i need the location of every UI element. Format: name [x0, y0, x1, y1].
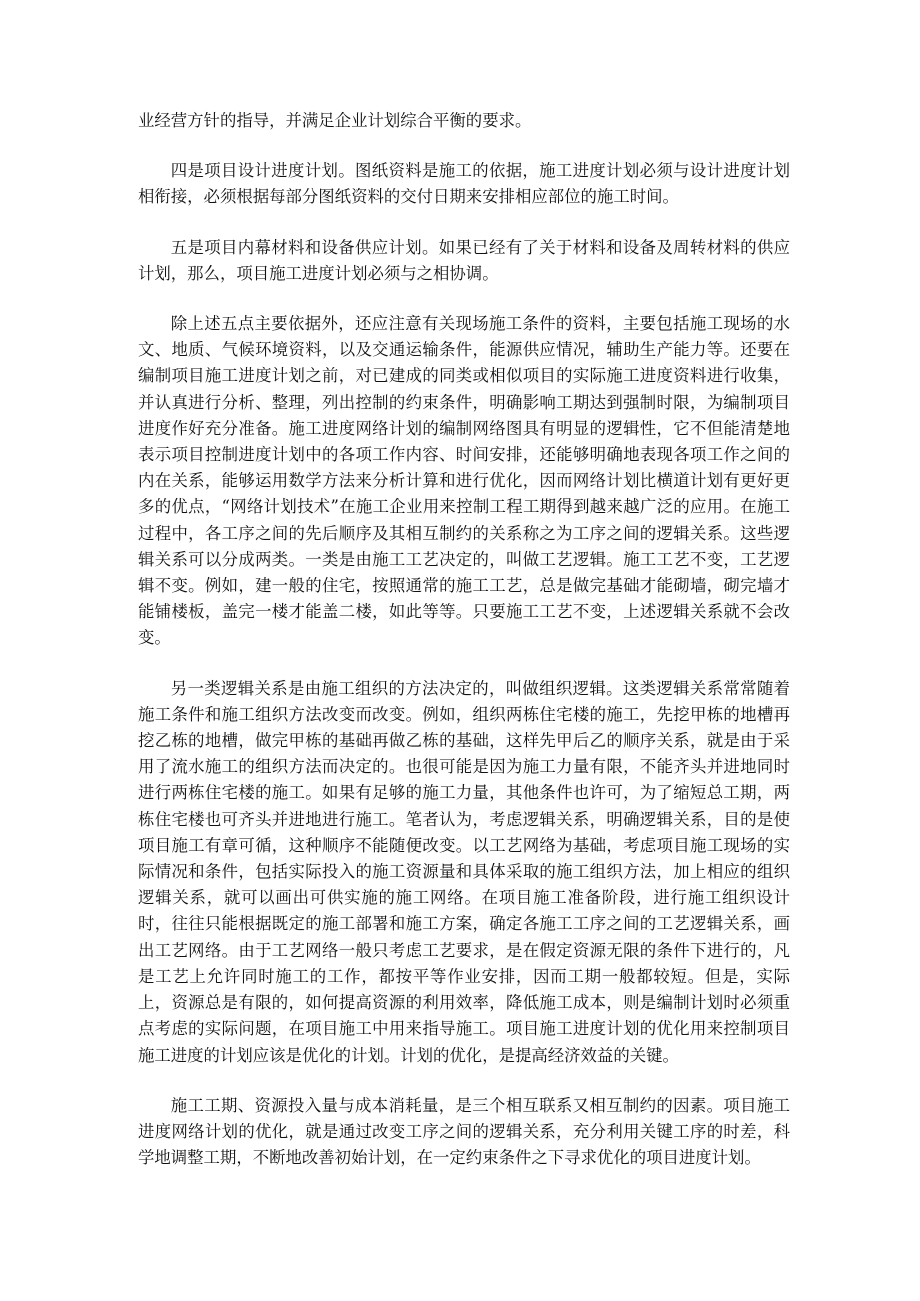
- paragraph-3: 五是项目内幕材料和设备供应计划。如果已经有了关于材料和设备及周转材料的供应计划，那么，项目施工进度计划必须与之相协调。: [138, 237, 790, 283]
- paragraph-6: 施工工期、资源投入量与成本消耗量，是三个相互联系又相互制约的因素。项目施工进度网络计划的优化，就是通过改变工序之间的逻辑关系，充分利用关键工序的时差，科学地调整工期，不断地改善初始计划，在一定约束条件之下寻求优化的项目进度计划。: [138, 1095, 790, 1168]
- paragraph-4: 除上述五点主要依据外，还应注意有关现场施工条件的资料，主要包括施工现场的水文、地质、气候环境资料，以及交通运输条件，能源供应情况，辅助生产能力等。还要在编制项目施工进度计划之前，对已建成的同类或相似项目的实际施工进度资料进行收集，并认真进行分析、整理，列出控制的约束条件，明确影响工期达到强制时限，为编制项目进度作好充分准备。施工进度网络计划的编制网络图具有明显的逻辑性，它不但能清楚地表示项目控制进度计划中的各项工作内容、时间安排，还能够明确地表现各项工作之间的内在关系，能够运用数学方法来分析计算和进行优化，因而网络计划比横道计划有更好更多的优点，“网络计划技术”在施工企业用来控制工程工期得到越来越广泛的应用。在施工过程中，各工序之间的先后顺序及其相互制约的关系称之为工序之间的逻辑关系。这些逻辑关系可以分成两类。一类是由施工工艺决定的，叫做工艺逻辑。施工工艺不变，工艺逻辑不变。例如，建一般的住宅，按照通常的施工工艺，总是做完基础才能砌墙，砌完墙才能铺楼板，盖完一楼才能盖二楼，如此等等。只要施工工艺不变，上述逻辑关系就不会改变。: [138, 314, 790, 648]
- paragraph-2: 四是项目设计进度计划。图纸资料是施工的依据，施工进度计划必须与设计进度计划相衔接，必须根据每部分图纸资料的交付日期来安排相应部位的施工时间。: [138, 161, 790, 207]
- paragraph-5: 另一类逻辑关系是由施工组织的方法决定的，叫做组织逻辑。这类逻辑关系常常随着施工条件和施工组织方法改变而改变。例如，组织两栋住宅楼的施工，先挖甲栋的地槽再挖乙栋的地槽，做完甲栋的基础再做乙栋的基础，这样先甲后乙的顺序关系，就是由于采用了流水施工的组织方法而决定的。也很可能是因为施工力量有限，不能齐头并进地同时进行两栋住宅楼的施工。如果有足够的施工力量，其他条件也许可，为了缩短总工期，两栋住宅楼也可齐头并进地进行施工。笔者认为，考虑逻辑关系，明确逻辑关系，目的是使项目施工有章可循，这种顺序不能随便改变。以工艺网络为基础，考虑项目施工现场的实际情况和条件，包括实际投入的施工资源量和具体采取的施工组织方法，加上相应的组织逻辑关系，就可以画出可供实施的施工网络。在项目施工准备阶段，进行施工组织设计时，往往只能根据既定的施工部署和施工方案，确定各施工工序之间的工艺逻辑关系，画出工艺网络。由于工艺网络一般只考虑工艺要求，是在假定资源无限的条件下进行的，凡是工艺上允许同时施工的工作，都按平等作业安排，因而工期一般都较短。但是，实际上，资源总是有限的，如何提高资源的利用效率，降低施工成本，则是编制计划时必须重点考虑的实际问题，在项目施工中用来指导施工。项目施工进度计划的优化用来控制项目施工进度的计划应该是优化的计划。计划的优化，是提高经济效益的关键。: [138, 678, 790, 1065]
- paragraph-1: 业经营方针的指导，并满足企业计划综合平衡的要求。: [138, 111, 532, 130]
- document-page: [138, 108, 790, 1195]
